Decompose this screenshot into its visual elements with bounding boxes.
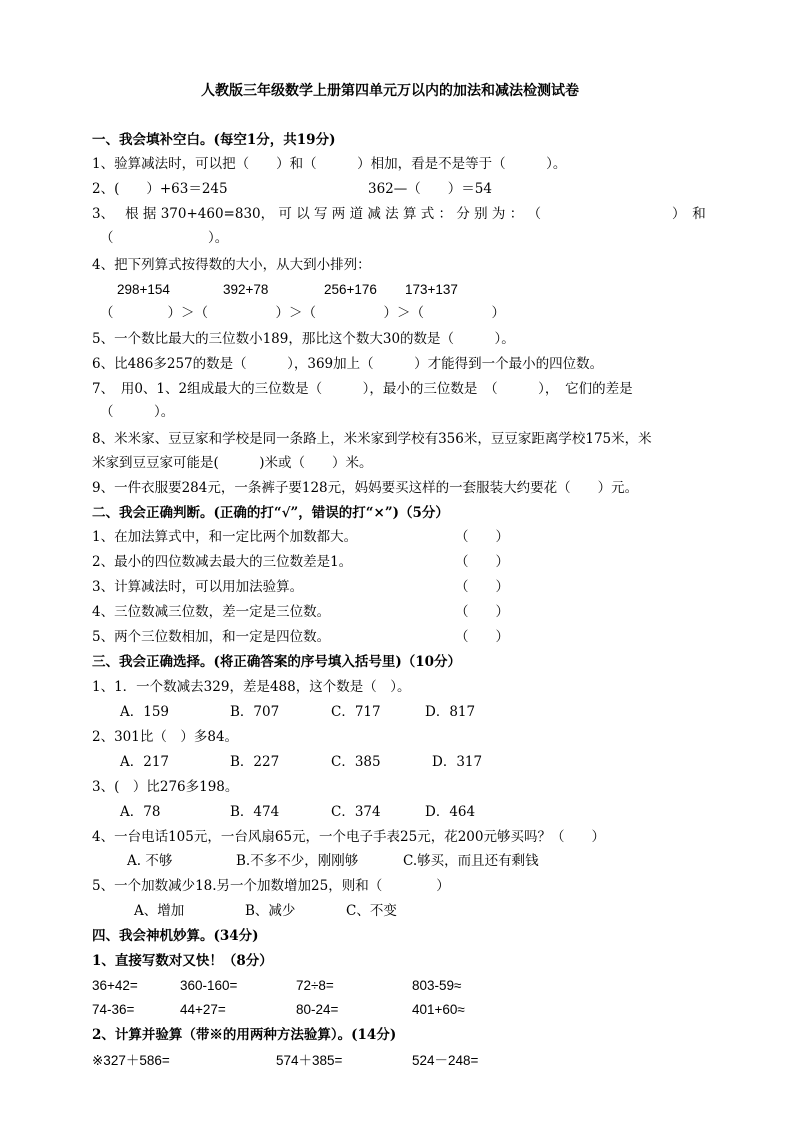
s3-q2-option-c[interactable]: C．385 [331, 754, 381, 770]
s1-question-9: 9、一件衣服要284元，一条裤子要128元，妈妈要买这样的一套服装大约要花（ ）元。 [92, 480, 639, 496]
s3-q4-option-b[interactable]: B.不多不少，刚刚够 [236, 853, 359, 869]
s2-item-5: 5、两个三位数相加，和一定是四位数。 [92, 629, 331, 645]
s3-question-4: 4、一台电话105元，一台风扇65元，一个电子手表25元，花200元够买吗？（ ） [92, 829, 605, 845]
s1-question-3a: 3、 根 据 370+460=830， 可 以 写 两 道 减 法 算 式 ： 分 别 为 ： （ [92, 206, 542, 222]
s3-q3-option-a[interactable]: A．78 [120, 804, 161, 820]
s4-r1-c2: 360-160= [180, 978, 238, 993]
s1-question-7b: （ ）。 [100, 404, 175, 420]
s2-item-2: 2、最小的四位数减去最大的三位数差是1。 [92, 554, 353, 570]
s3-question-2: 2、301比（ ）多84。 [92, 729, 239, 745]
page-title: 人教版三年级数学上册第四单元万以内的加法和减法检测试卷 [201, 83, 579, 99]
s1-q4-order: （ ）＞（ ）＞（ ）＞（ ） [100, 305, 505, 321]
s4-r3-c3: 524－248= [412, 1053, 479, 1068]
s2-item-1-answer[interactable]: （ ） [455, 529, 509, 545]
s1-question-3c: （ ）。 [100, 230, 229, 246]
section-1-heading: 一、我会填补空白。(每空1分，共19分) [92, 132, 336, 148]
s3-q2-option-a[interactable]: A．217 [120, 754, 170, 770]
s2-item-3: 3、计算减法时，可以用加法验算。 [92, 579, 304, 595]
s2-item-4: 4、三位数减三位数，差一定是三位数。 [92, 604, 331, 620]
s1-question-4: 4、把下列算式按得数的大小，从大到小排列： [92, 257, 371, 273]
s4-r2-c2: 44+27= [180, 1002, 226, 1017]
s4-subheading-1: 1、直接写数对又快！（8分） [92, 953, 273, 969]
s1-question-1: 1、验算减法时，可以把（ ）和（ ）相加，看是不是等于（ ）。 [92, 156, 567, 172]
s3-q3-option-b[interactable]: B．474 [230, 804, 280, 820]
s1-question-6: 6、比486多257的数是（ ），369加上（ ）才能得到一个最小的四位数。 [92, 356, 604, 372]
section-2-heading: 二、我会正确判断。(正确的打“√”，错误的打“×”)（5分） [92, 505, 449, 521]
s3-q2-option-b[interactable]: B．227 [230, 754, 280, 770]
s3-question-1: 1、1．一个数减去329，差是488，这个数是（ ）。 [92, 679, 411, 695]
s3-q4-option-a[interactable]: A. 不够 [127, 853, 173, 869]
s4-r1-c1: 36+42= [92, 978, 138, 993]
s3-q1-option-d[interactable]: D．817 [425, 704, 476, 720]
s4-r2-c4: 401+60≈ [412, 1002, 465, 1017]
s3-q1-option-b[interactable]: B．707 [230, 704, 280, 720]
s2-item-2-answer[interactable]: （ ） [455, 554, 509, 570]
s1-q4-expr-2: 392+78 [223, 282, 269, 297]
s4-r2-c3: 80-24= [296, 1002, 339, 1017]
s1-q4-expr-4: 173+137 [405, 282, 458, 297]
s1-question-5: 5、一个数比最大的三位数小189，那比这个数大30的数是（ ）。 [92, 331, 515, 347]
s3-q5-option-c[interactable]: C、不变 [346, 903, 397, 919]
s1-question-8a: 8、米米家、豆豆家和学校是同一条路上，米米家到学校有356米，豆豆家距离学校175米，米 [92, 431, 652, 447]
s1-question-2a: 2、( ）+63＝245 [92, 181, 228, 197]
s3-q5-option-a[interactable]: A、增加 [134, 903, 185, 919]
s3-q1-option-c[interactable]: C．717 [331, 704, 381, 720]
s1-q4-expr-3: 256+176 [324, 282, 377, 297]
s2-item-4-answer[interactable]: （ ） [455, 604, 509, 620]
s3-question-5: 5、一个加数减少18.另一个加数增加25，则和（ ） [92, 878, 450, 894]
s3-q5-option-b[interactable]: B、减少 [245, 903, 296, 919]
s3-q3-option-c[interactable]: C．374 [331, 804, 381, 820]
s3-q1-option-a[interactable]: A．159 [120, 704, 170, 720]
section-3-heading: 三、我会正确选择。(将正确答案的序号填入括号里)（10分） [92, 654, 462, 670]
s4-r2-c1: 74-36= [92, 1002, 135, 1017]
s1-q4-expr-1: 298+154 [117, 282, 170, 297]
s3-q2-option-d[interactable]: D．317 [432, 754, 483, 770]
s1-question-8b: 米家到豆豆家可能是( )米或（ ）米。 [92, 455, 373, 471]
s2-item-5-answer[interactable]: （ ） [455, 629, 509, 645]
s3-q3-option-d[interactable]: D．464 [425, 804, 476, 820]
s3-q4-option-c[interactable]: C.够买，而且还有剩钱 [403, 853, 539, 869]
s1-question-7a: 7、 用0、1、2组成最大的三位数是（ ），最小的三位数是 （ ）， 它们的差是 [92, 381, 633, 397]
s4-r1-c3: 72÷8= [296, 978, 334, 993]
s1-question-2b: 362—（ ）＝54 [368, 181, 492, 197]
s4-r1-c4: 803-59≈ [412, 978, 462, 993]
section-4-heading: 四、我会神机妙算。(34分) [92, 928, 259, 944]
s3-question-3: 3、( ）比276多198。 [92, 779, 239, 795]
s2-item-3-answer[interactable]: （ ） [455, 579, 509, 595]
s1-question-3b: ） 和 [672, 206, 706, 222]
s2-item-1: 1、在加法算式中，和一定比两个加数都大。 [92, 529, 358, 545]
s4-r3-c1: ※327＋586= [92, 1053, 170, 1068]
s4-subheading-2: 2、计算并验算（带※的用两种方法验算）。(14分) [92, 1027, 397, 1043]
s4-r3-c2: 574＋385= [276, 1053, 343, 1068]
